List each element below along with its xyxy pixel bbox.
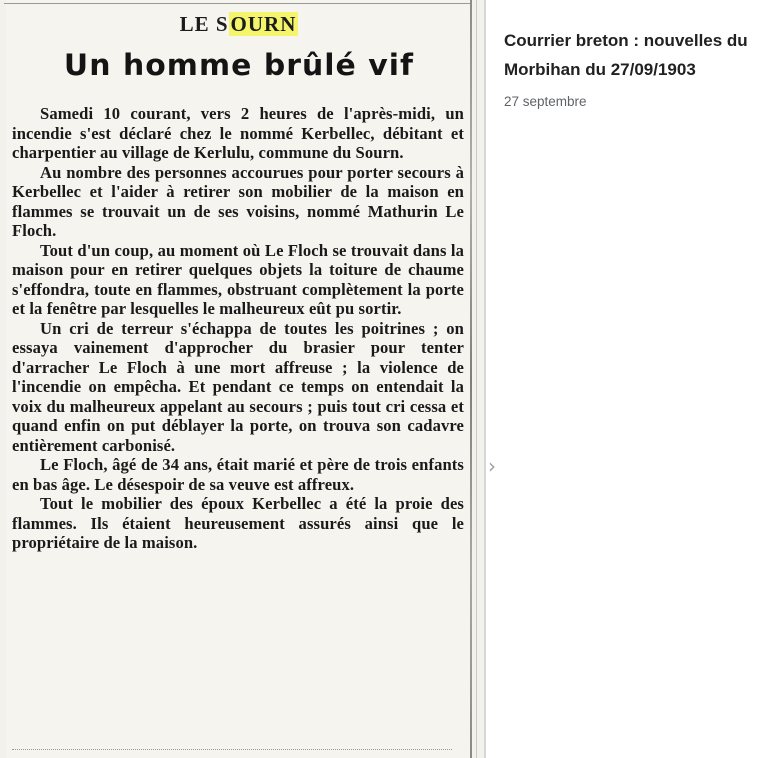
caption-date: 27 septembre bbox=[504, 94, 587, 109]
caption-title[interactable]: Courrier breton : nouvelles du Morbihan du 27/09/1903 bbox=[504, 31, 748, 79]
caption-panel bbox=[504, 26, 756, 109]
section-heading-prefix: LE S bbox=[179, 12, 229, 36]
article-paragraph: Au nombre des personnes accourues pour porter secours à Kerbellec et l'aider à retirer son mobilier de la maison en flammes se trouvait un de ses voisins, nommé Mathurin Le Floch. bbox=[12, 162, 464, 240]
article-body bbox=[12, 104, 464, 553]
article-paragraph: Tout le mobilier des époux Kerbellec a été la proie des flammes. Ils étaient heureusement assurés ainsi que le propriétaire de la maison. bbox=[12, 494, 464, 552]
clipping-paper bbox=[6, 0, 472, 758]
scan-column-edge-faint bbox=[476, 0, 477, 758]
section-heading bbox=[6, 12, 472, 37]
article-paragraph: Le Floch, âgé de 34 ans, était marié et père de trois enfants en bas âge. Le désespoir de sa veuve est affreux. bbox=[12, 455, 464, 494]
chevron-right-icon[interactable]: › bbox=[488, 454, 496, 478]
panel-divider bbox=[484, 0, 486, 758]
article-paragraph: Un cri de terreur s'échappa de toutes les poitrines ; on essaya vainement d'approcher du brasier pour tenter d'arracher Le Floch à une mort affreuse ; la violence de l'incendie on empêcha. Et pendant ce temps on entendait la voix du malheureux appelant au secours ; puis tout cri cessa et quand enfin on put déblayer la porte, on trouva son cadavre entièrement carbonisé. bbox=[12, 318, 464, 455]
scan-column-edge bbox=[470, 0, 472, 758]
search-highlight: OURN bbox=[230, 12, 297, 36]
article-headline: Un homme brûlé vif bbox=[63, 48, 415, 82]
article-paragraph: Tout d'un coup, au moment où Le Floch se trouvait dans la maison pour en retirer quelques objets la toiture de chaume s'effondra, toute en flammes, obstruant complètement la porte et la fenêtre par lesquelles le malheureux eût pu sortir. bbox=[12, 240, 464, 318]
article-paragraph: Samedi 10 courant, vers 2 heures de l'après-midi, un incendie s'est déclaré chez le nommé Kerbellec, débitant et charpentier au village de Kerlulu, commune du Sourn. bbox=[12, 104, 464, 162]
scan-top-rule bbox=[4, 3, 470, 4]
scan-bottom-dots bbox=[12, 749, 452, 750]
